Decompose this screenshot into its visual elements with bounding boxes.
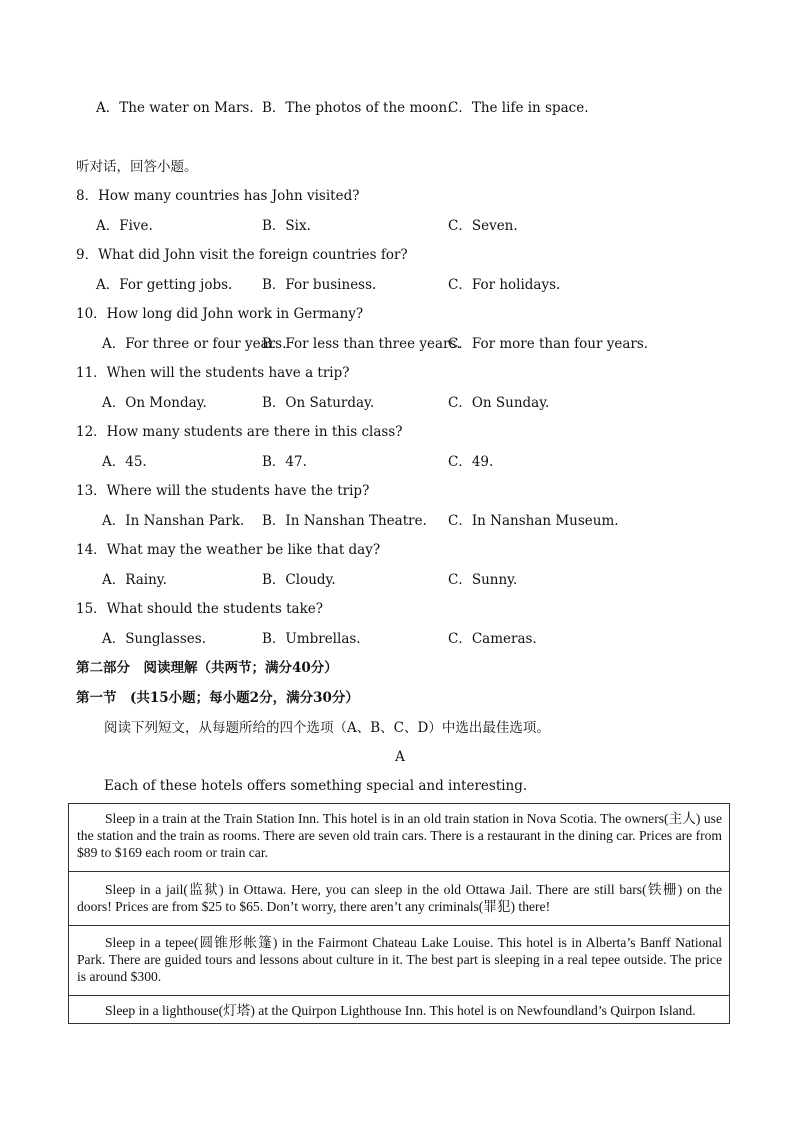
hotel-text-tepee: Sleep in a tepee(圆锥形帐篷) in the Fairmont Chateau Lake Louise. This hotel is in Alberta’s Banff National Park. There are guided tours and lessons about culture in it. The best part is sleeping in a real tepee outside. The price is around $300. (77, 935, 722, 984)
q11-option-b: B．On Saturday. (262, 395, 375, 411)
q15-option-b: B．Umbrellas. (262, 631, 361, 647)
q9-option-c: C．For holidays. (448, 277, 561, 293)
q8-option-c: C．Seven. (448, 218, 518, 234)
hotel-text-lighthouse: Sleep in a lighthouse(灯塔) at the Quirpon Lighthouse Inn. This hotel is on Newfoundland’s Quirpon Island. (105, 1003, 696, 1018)
q14-option-b: B．Cloudy. (262, 572, 336, 588)
question-12: 12．How many students are there in this class? (76, 424, 403, 440)
q15-option-c: C．Cameras. (448, 631, 537, 647)
q9-option-b: B．For business. (262, 277, 377, 293)
q14-option-a: A．Rainy. (102, 572, 167, 588)
reading-instruction: 阅读下列短文，从每题所给的四个选项（A、B、C、D）中选出最佳选项。 (104, 720, 550, 736)
q10-option-c: C．For more than four years. (448, 336, 649, 352)
q7-option-b: B．The photos of the moon. (262, 100, 452, 116)
hotel-box-lighthouse (68, 995, 730, 1024)
q12-option-a: A．45. (102, 454, 147, 470)
part2-title: 第二部分 阅读理解（共两节；满分40分） (76, 660, 338, 676)
q7-option-a: A．The water on Mars. (96, 100, 254, 116)
listen-instruction: 听对话，回答小题。 (76, 159, 198, 175)
question-14: 14．What may the weather be like that day? (76, 542, 381, 558)
hotel-box-tepee (68, 925, 730, 996)
question-8: 8．How many countries has John visited? (76, 188, 360, 204)
question-10: 10．How long did John work in Germany? (76, 306, 364, 322)
q10-option-a: A．For three or four years. (102, 336, 287, 352)
q7-option-c: C．The life in space. (448, 100, 589, 116)
hotel-box-train (68, 803, 730, 872)
q12-option-c: C．49. (448, 454, 494, 470)
hotel-text-train: Sleep in a train at the Train Station Inn. This hotel is in an old train station in Nova Scotia. The owners(主人) use the station and the train as rooms. There are seven old train cars. There is a restaurant in the dining car. Prices are from $89 to $169 each room or train car. (77, 811, 722, 860)
passage-label: A (395, 749, 405, 765)
q13-option-b: B．In Nanshan Theatre. (262, 513, 427, 529)
question-9: 9．What did John visit the foreign countries for? (76, 247, 408, 263)
hotel-box-jail (68, 871, 730, 926)
passage-intro: Each of these hotels offers something special and interesting. (104, 778, 528, 794)
section1-title: 第一节 (共15小题；每小题2分，满分30分） (76, 690, 359, 706)
q12-option-b: B．47. (262, 454, 307, 470)
question-15: 15．What should the students take? (76, 601, 324, 617)
q8-option-b: B．Six. (262, 218, 311, 234)
q9-option-a: A．For getting jobs. (96, 277, 233, 293)
hotel-text-jail: Sleep in a jail(监狱) in Ottawa. Here, you can sleep in the old Ottawa Jail. There are still bars(铁栅) on the doors! Prices are from $25 to $65. Don’t worry, there aren’t any criminals(罪犯) there! (77, 882, 722, 914)
q15-option-a: A．Sunglasses. (102, 631, 206, 647)
q11-option-c: C．On Sunday. (448, 395, 550, 411)
q14-option-c: C．Sunny. (448, 572, 518, 588)
q8-option-a: A．Five. (96, 218, 153, 234)
q11-option-a: A．On Monday. (102, 395, 207, 411)
q13-option-c: C．In Nanshan Museum. (448, 513, 619, 529)
question-13: 13．Where will the students have the trip? (76, 483, 370, 499)
question-11: 11．When will the students have a trip? (76, 365, 350, 381)
q10-option-b: B．For less than three years. (262, 336, 461, 352)
q13-option-a: A．In Nanshan Park. (102, 513, 245, 529)
